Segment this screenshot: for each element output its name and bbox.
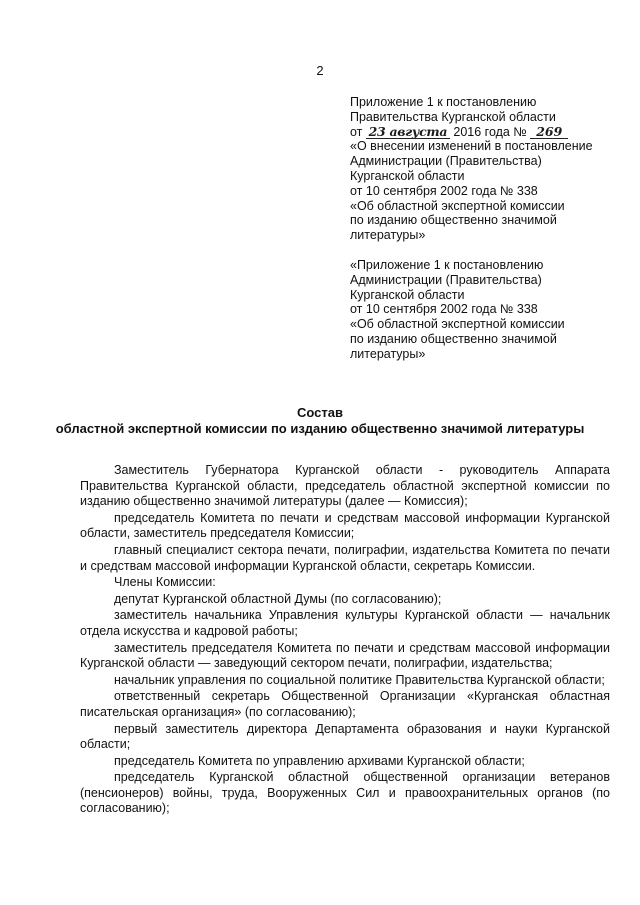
appendix-1-line: Курганской области (350, 168, 465, 183)
appendix-2-line: Курганской области (350, 287, 465, 302)
paragraph: председатель Комитета по печати и средствам массовой информации Курганской области, заместитель председателя Комиссии; (80, 510, 610, 541)
paragraph: председатель Курганской областной общественной организации ветеранов (пенсионеров) войны, труда, Вооруженных Сил и правоохранительных органов (по согласованию); (80, 770, 610, 816)
paragraph: ответственный секретарь Общественной Организации «Курганская областная писательская организация» (по согласованию); (80, 689, 610, 719)
appendix-1-line: «Об областной экспертной комиссии (350, 198, 565, 213)
paragraph: первый заместитель директора Департамента образования и науки Курганской области; (80, 721, 610, 752)
commission-members-list (80, 463, 610, 818)
appendix-1-line: Правительства Курганской области (350, 109, 556, 124)
appendix-2-line: «Приложение 1 к постановлению (350, 258, 544, 272)
appendix-1-date-line (350, 125, 620, 140)
document-title: Состав (297, 405, 343, 420)
appendix-1-line: Приложение 1 к постановлению (350, 95, 537, 109)
appendix-1-line: от 10 сентября 2002 года № 338 (350, 183, 538, 198)
appendix-2-line: «Об областной экспертной комиссии (350, 317, 565, 332)
appendix-2-header (350, 258, 620, 362)
paragraph: начальник управления по социальной политике Правительства Курганской области; (114, 672, 605, 687)
date-prefix: от (350, 124, 363, 139)
document-subtitle: областной экспертной комиссии по изданию общественно значимой литературы (55, 421, 585, 436)
appendix-1-header (350, 95, 620, 243)
paragraph: депутат Курганской областной Думы (по согласованию); (114, 591, 442, 606)
paragraph: заместитель председателя Комитета по печати и средствам массовой информации Курганской области — заведующий сектором печати, полиграфии, издательства; (80, 640, 610, 671)
paragraph: Члены Комиссии: (114, 575, 216, 590)
handwritten-number: 269 (530, 126, 568, 139)
year-text: 2016 года № (453, 124, 527, 139)
paragraph: заместитель начальника Управления культуры Курганской области — начальник отдела искусства и кадровой работы; (80, 608, 610, 638)
appendix-2-line: от 10 сентября 2002 года № 338 (350, 302, 538, 317)
appendix-2-line: по изданию общественно значимой (350, 331, 557, 346)
appendix-2-line: Администрации (Правительства) (350, 272, 542, 287)
paragraph: главный специалист сектора печати, полиграфии, издательства Комитета по печати и средствам массовой информации Курганской области, секретарь Комиссии. (80, 542, 610, 573)
appendix-1-line: по изданию общественно значимой (350, 213, 557, 228)
appendix-2-line: литературы» (350, 346, 426, 361)
appendix-1-line: литературы» (350, 228, 426, 243)
appendix-1-line: Администрации (Правительства) (350, 154, 542, 169)
page-number: 2 (316, 63, 324, 78)
paragraph: председатель Комитета по управлению архивами Курганской области; (114, 753, 525, 768)
paragraph: Заместитель Губернатора Курганской области - руководитель Аппарата Правительства Курганской области, председатель областной экспертной комиссии по изданию общественно значимой литературы (далее — Комиссия); (80, 463, 610, 509)
handwritten-date: 23 августа (366, 126, 450, 139)
appendix-1-line: «О внесении изменений в постановление (350, 139, 593, 154)
